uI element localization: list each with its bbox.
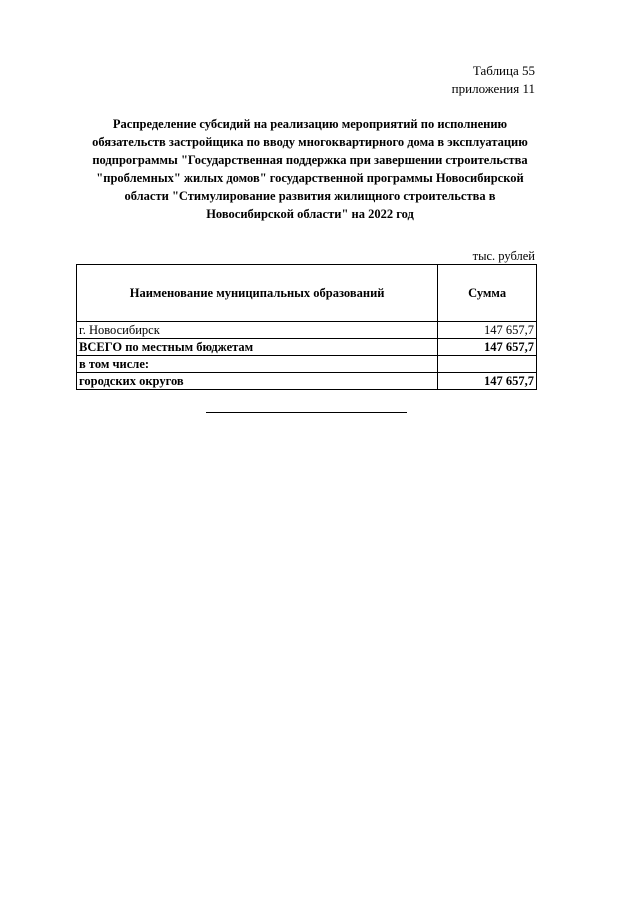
appendix-reference: приложения 11 xyxy=(451,81,535,96)
title-line: Распределение субсидий на реализацию мероприятий по исполнению xyxy=(112,117,508,131)
row-sum xyxy=(438,356,537,373)
table-row-total xyxy=(77,339,537,356)
row-name: городских округов xyxy=(77,373,438,390)
row-name: г. Новосибирск xyxy=(77,322,438,339)
title-line: области "Стимулирование развития жилищного строительства в xyxy=(124,189,496,203)
column-header-name: Наименование муниципальных образований xyxy=(77,265,438,322)
table-row xyxy=(77,322,537,339)
title-line: подпрограммы "Государственная поддержка при завершении строительства xyxy=(92,153,528,167)
column-header-sum: Сумма xyxy=(438,265,537,322)
row-name: в том числе: xyxy=(77,356,438,373)
title-line: Новосибирской области" на 2022 год xyxy=(206,207,414,221)
end-of-table-divider xyxy=(206,412,407,413)
row-sum: 147 657,7 xyxy=(438,322,537,339)
title-line: "проблемных" жилых домов" государственной программы Новосибирской xyxy=(96,171,524,185)
document-title xyxy=(70,115,550,223)
table-number: Таблица 55 xyxy=(472,63,535,78)
table-header-row xyxy=(77,265,537,322)
title-line: обязательств застройщика по вводу многоквартирного дома в эксплуатацию xyxy=(92,135,528,149)
row-sum: 147 657,7 xyxy=(438,373,537,390)
subsidy-table xyxy=(76,264,537,390)
table-reference xyxy=(452,62,535,98)
row-name: ВСЕГО по местным бюджетам xyxy=(77,339,438,356)
units-label: тыс. рублей xyxy=(472,249,535,263)
table-row xyxy=(77,373,537,390)
row-sum: 147 657,7 xyxy=(438,339,537,356)
table-row-subheading xyxy=(77,356,537,373)
